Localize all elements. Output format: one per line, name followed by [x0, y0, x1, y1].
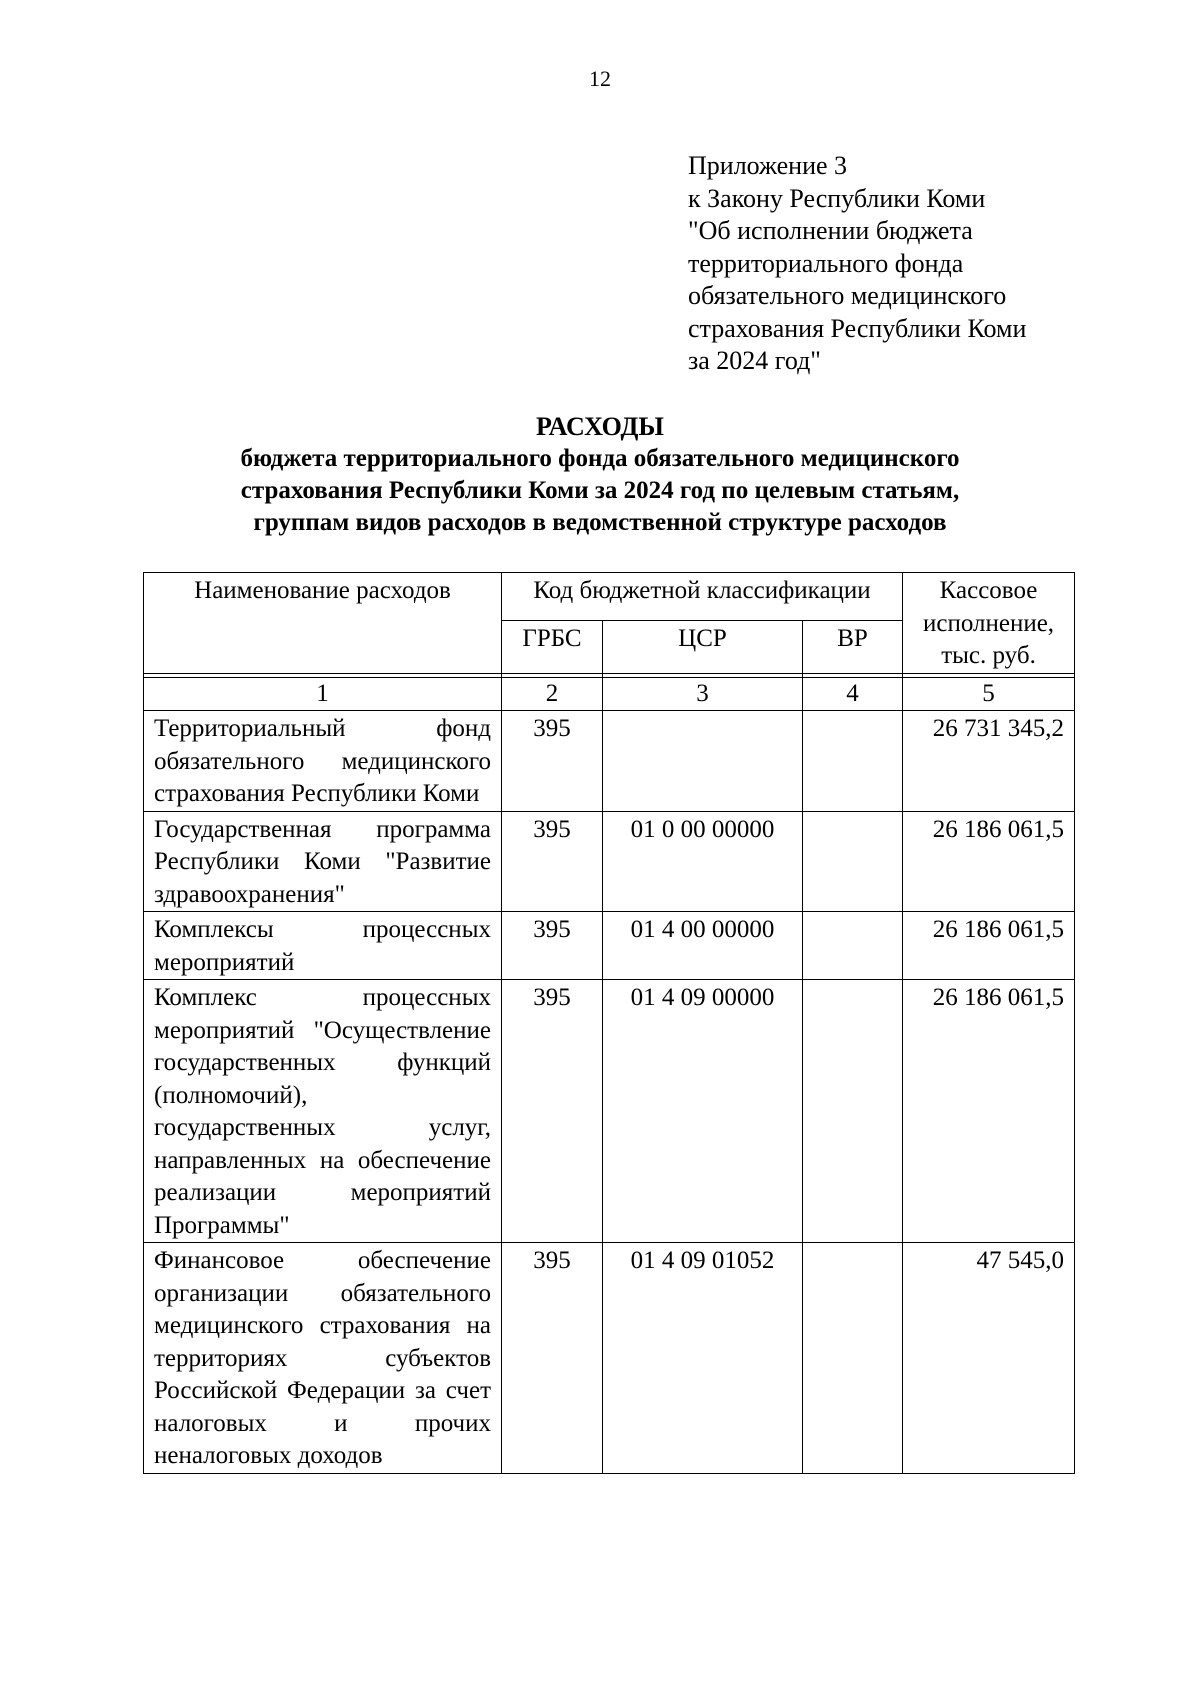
row-name: Комплексы процессных мероприятий — [144, 912, 502, 980]
expenses-table — [143, 572, 1075, 1474]
appendix-line: к Закону Республики Коми — [688, 183, 986, 213]
table-row — [144, 711, 1075, 812]
row-amount: 47 545,0 — [903, 1243, 1075, 1474]
row-csr — [603, 711, 803, 812]
column-number: 3 — [603, 677, 803, 711]
column-number: 2 — [502, 677, 603, 711]
row-csr: 01 4 00 00000 — [603, 912, 803, 980]
row-amount: 26 186 061,5 — [903, 912, 1075, 980]
column-number: 1 — [144, 677, 502, 711]
row-vr — [803, 811, 903, 912]
title-subtitle-line: группам видов расходов в ведомственной структуре расходов — [253, 509, 947, 536]
table-row — [144, 1243, 1075, 1474]
column-number: 4 — [803, 677, 903, 711]
column-number-row — [144, 677, 1075, 711]
row-grbs: 395 — [502, 980, 603, 1243]
row-vr — [803, 711, 903, 812]
table-row — [144, 912, 1075, 980]
appendix-note — [688, 150, 1026, 378]
title-subtitle-line: страхования Республики Коми за 2024 год по целевым статьям, — [240, 477, 960, 504]
title-subtitle-line: бюджета территориального фонда обязательного медицинского — [240, 445, 960, 472]
row-vr — [803, 980, 903, 1243]
row-amount: 26 186 061,5 — [903, 980, 1075, 1243]
page-number: 12 — [589, 66, 611, 91]
table-row — [144, 811, 1075, 912]
row-grbs: 395 — [502, 711, 603, 812]
appendix-line: территориального фонда — [688, 248, 964, 278]
table-row — [144, 980, 1075, 1243]
header-grbs: ГРБС — [502, 620, 603, 673]
row-grbs: 395 — [502, 811, 603, 912]
row-vr — [803, 1243, 903, 1474]
row-vr — [803, 912, 903, 980]
row-amount: 26 186 061,5 — [903, 811, 1075, 912]
column-number: 5 — [903, 677, 1075, 711]
document-title — [0, 411, 1200, 539]
header-code-group: Код бюджетной классификации — [502, 573, 903, 621]
row-csr: 01 4 09 00000 — [603, 980, 803, 1243]
row-amount: 26 731 345,2 — [903, 711, 1075, 812]
row-grbs: 395 — [502, 1243, 603, 1474]
row-name: Территориальный фонд обязательного медицинского страхования Республики Коми — [144, 711, 502, 812]
header-name: Наименование расходов — [144, 573, 502, 674]
header-vr: ВР — [803, 620, 903, 673]
appendix-line: Приложение 3 — [688, 151, 848, 180]
row-csr: 01 4 09 01052 — [603, 1243, 803, 1474]
row-name: Комплекс процессных мероприятий "Осуществление государственных функций (полномочий), государственных услуг, направленных на обеспечение реализации мероприятий Программы" — [144, 980, 502, 1243]
row-csr: 01 0 00 00000 — [603, 811, 803, 912]
title-main: РАСХОДЫ — [536, 412, 664, 441]
row-grbs: 395 — [502, 912, 603, 980]
appendix-line: "Об исполнении бюджета — [688, 216, 973, 245]
row-name: Финансовое обеспечение организации обязательного медицинского страхования на территориях субъектов Российской Федерации за счет налоговых и прочих неналоговых доходов — [144, 1243, 502, 1474]
appendix-line: обязательного медицинского — [688, 281, 1007, 310]
header-row — [144, 573, 1075, 621]
appendix-line: за 2024 год" — [688, 346, 821, 375]
appendix-line: страхования Республики Коми — [688, 313, 1027, 343]
header-csr: ЦСР — [603, 620, 803, 673]
header-amount: Кассовое исполнение, тыс. руб. — [903, 573, 1075, 674]
row-name: Государственная программа Республики Коми "Развитие здравоохранения" — [144, 811, 502, 912]
